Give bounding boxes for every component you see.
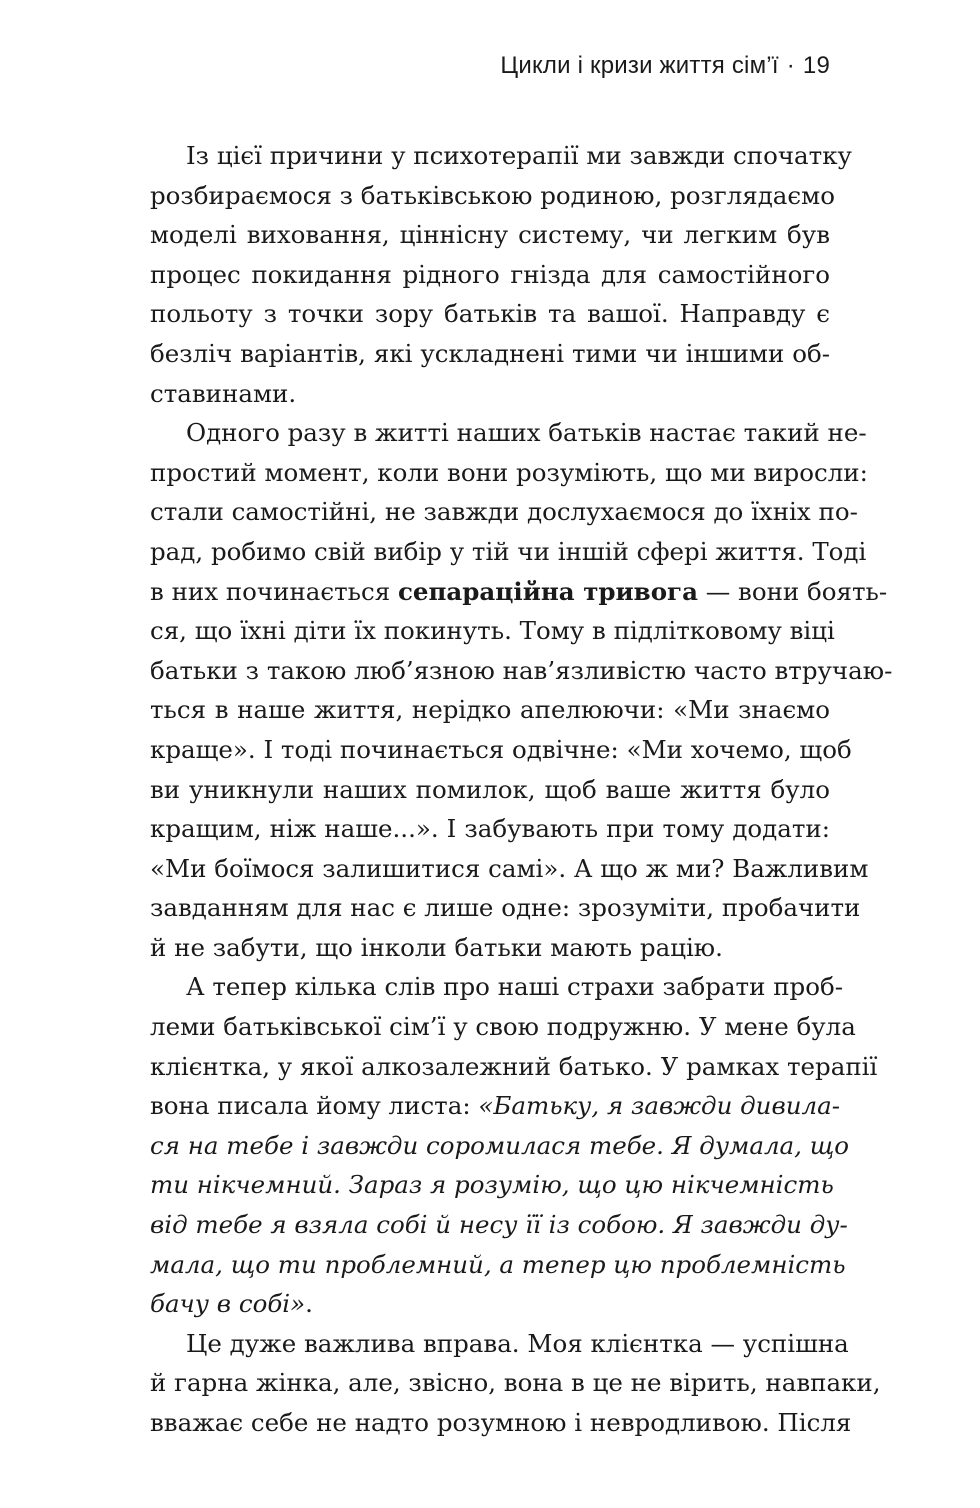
text-line: ться в наше життя, нерідко апелюючи: «Ми знаємо <box>150 695 830 725</box>
text-line: моделі виховання, ціннісну систему, чи легким був <box>150 220 830 250</box>
quote-line <box>150 1284 830 1324</box>
text-line: завданням для нас є лише одне: зрозуміти, пробачити <box>150 893 861 923</box>
quote-line <box>150 1245 846 1285</box>
text-line: клієнтка, у якої алкозалежний батько. У рамках терапії <box>150 1051 878 1081</box>
text-line: кращим, ніж наше...». І забувають при тому додати: <box>150 814 830 844</box>
text-line: ставинами. <box>150 378 297 408</box>
page-number: 19 <box>802 52 830 79</box>
quoted-letter: «Батьку, я завжди дивила- <box>478 1091 840 1121</box>
body-text <box>150 136 893 1443</box>
text-line: вважає себе не надто розумною і невродливою. Після <box>150 1408 852 1437</box>
quoted-letter: бачу в собі» <box>150 1289 306 1319</box>
text-line: й не забути, що інколи батьки мають рацію. <box>150 932 723 962</box>
text-line: й гарна жінка, але, звісно, вона в це не вірить, навпаки, <box>150 1368 881 1398</box>
quote-line <box>150 1165 834 1205</box>
quote-line <box>150 1126 850 1166</box>
header-separator: · <box>786 52 795 79</box>
text-line: батьки з такою люб’язною нав’язливістю часто втручаю- <box>150 655 893 685</box>
text-line: А тепер кілька слів про наші страхи забрати проб- <box>186 972 844 1002</box>
running-head <box>500 52 830 80</box>
text-line: простий момент, коли вони розуміють, що ми виросли: <box>150 457 868 487</box>
text-line: рад, робимо свій вибір у тій чи іншій сфері життя. Тоді <box>150 536 867 566</box>
quoted-letter: від тебе я взяла собі й несу її із собою. Я завжди ду- <box>150 1210 848 1240</box>
running-title: Цикли і кризи життя сім’ї <box>500 52 779 79</box>
quote-line <box>150 1205 848 1245</box>
text-line: леми батьківської сім’ї у свою подружню. У мене була <box>150 1012 856 1042</box>
text-fragment: в них починається <box>150 576 398 606</box>
text-line-with-term <box>150 572 888 612</box>
text-line: Одного разу в житті наших батьків настає такий не- <box>186 418 867 448</box>
text-line-with-quote <box>150 1086 840 1126</box>
quoted-letter: ти нікчемний. Зараз я розумію, що цю нікчемність <box>150 1170 834 1200</box>
text-line: Із цієї причини у психотерапії ми завжди спочатку <box>186 141 852 170</box>
text-line: стали самостійні, не завжди дослухаємося до їхніх по- <box>150 497 858 527</box>
text-line: «Ми боїмося залишитися самі». А що ж ми? Важливим <box>150 853 869 883</box>
text-line: ви уникнули наших помилок, щоб ваше життя було <box>150 774 830 804</box>
text-line: польоту з точки зору батьків та вашої. Направду є <box>150 299 830 329</box>
quoted-letter: ся на тебе і завжди соромилася тебе. Я думала, що <box>150 1130 850 1160</box>
quoted-letter: мала, що ти проблемний, а тепер цю проблемність <box>150 1249 846 1279</box>
text-fragment: вона писала йому листа: <box>150 1091 479 1121</box>
text-line: Це дуже важлива вправа. Моя клієнтка — успішна <box>186 1328 849 1358</box>
text-line: розбираємося з батьківською родиною, розглядаємо <box>150 180 835 210</box>
text-fragment: — вони боять- <box>697 576 888 606</box>
text-line: процес покидання рідного гнізда для самостійного <box>150 259 830 289</box>
text-line: краще». І тоді починається одвічне: «Ми хочемо, щоб <box>150 734 852 764</box>
text-fragment: . <box>305 1289 313 1319</box>
key-term: сепараційна тривога <box>397 576 698 606</box>
text-line: безліч варіантів, які ускладнені тими чи іншими об- <box>150 338 830 368</box>
text-line: ся, що їхні діти їх покинуть. Тому в підлітковому віці <box>150 616 835 646</box>
